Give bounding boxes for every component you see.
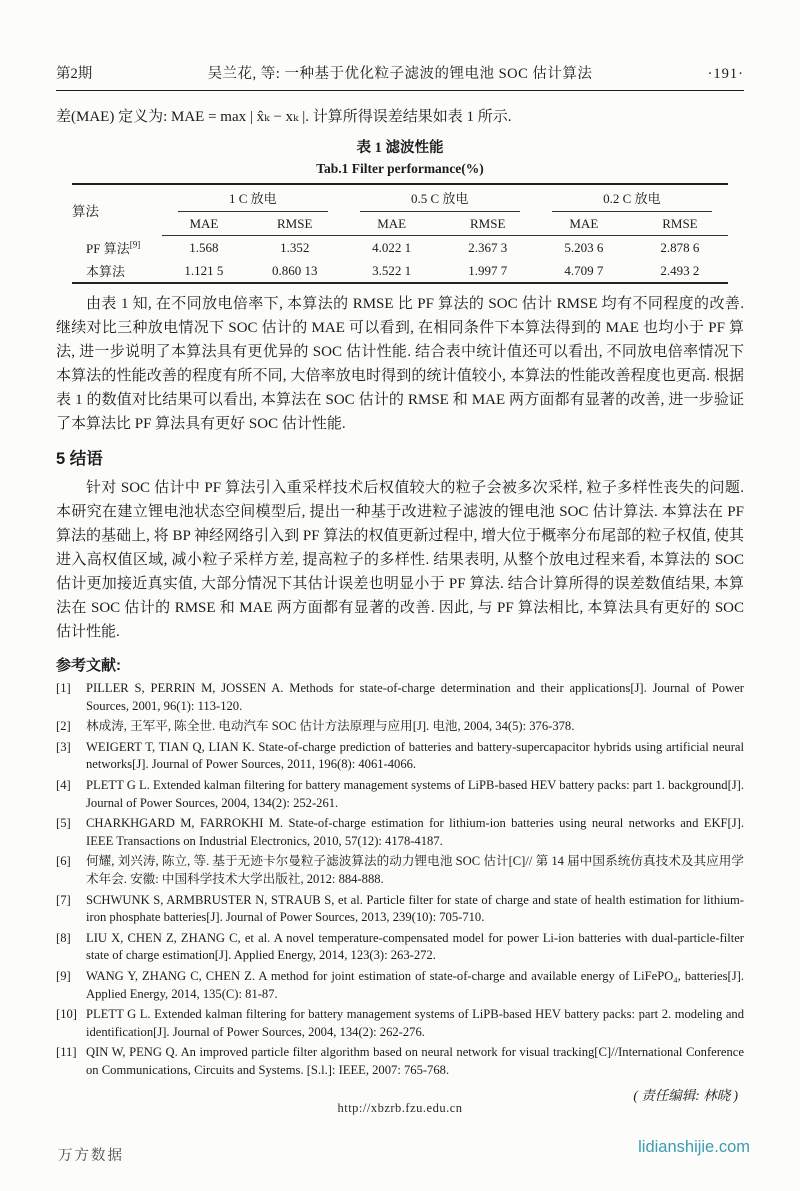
table-cell: 1.568: [189, 239, 219, 255]
table-cell: 2.367 3: [468, 239, 508, 255]
mae-definition-line: 差(MAE) 定义为: MAE = max | x̂ₖ − xₖ |. 计算所得误差结果如表 1 所示.: [56, 109, 512, 125]
reference-item: [9] WANG Y, ZHANG C, CHEN Z. A method for joint estimation of state-of-charge and available energy of LiFePO₄, batteries[J]. Applied Energy, 2014, 135(C): 81-87.: [56, 968, 744, 1001]
table-row-proposed: [72, 259, 728, 283]
references-heading: 参考文献:: [56, 657, 121, 674]
col-header: MAE: [536, 212, 632, 236]
col-header: RMSE: [440, 212, 536, 236]
algorithm-name: 本算法: [86, 264, 126, 279]
group-header-1c: 1 C 放电: [162, 184, 344, 212]
col-header: MAE: [162, 212, 246, 236]
reference-item: [3] WEIGERT T, TIAN Q, LIAN K. State-of-charge prediction of batteries and battery-supercapacitor hybrids using artificial neural networks[J]. Journal of Power Sources, 2011, 196(8): 4061-4066.: [56, 739, 744, 772]
col-header: MAE: [344, 212, 440, 236]
section-heading-conclusion: 5 结语: [56, 450, 103, 468]
running-title: 吴兰花, 等: 一种基于优化粒子滤波的锂电池 SOC 估计算法: [207, 66, 593, 82]
discussion-paragraph: 由表 1 知, 在不同放电倍率下, 本算法的 RMSE 比 PF 算法的 SOC 估计 RMSE 均有不同程度的改善. 继续对比三种放电情况下 SOC 估计的 MAE 可以看到, 在相同条件下本算法得到的 MAE 也均小于 PF 算法, 进一步说明了本算法具有更优异的 SOC 估计性能. 结合表中统计值还可以看出, 不同放电倍率情况下本算法的性能改善的程度有所不同, 大倍率放电时得到的统计值较小, 本算法的性能改善程度也更高. 根据表 1 的数值对比结果可以看出, 本算法在 SOC 估计的 RMSE 和 MAE 两方面都有显著的改善, 进一步验证了本算法比 PF 算法具有更好 SOC 估计性能.: [56, 296, 744, 432]
issue-number: 第2期: [56, 66, 93, 82]
table-cell: 4.022 1: [372, 239, 412, 255]
table-cell: 1.997 7: [468, 262, 508, 278]
reference-item: [4] PLETT G L. Extended kalman filtering for battery management systems of LiPB-based HEV battery packs: part 1. background[J]. Journal of Power Sources, 2004, 134(2): 252-261.: [56, 777, 744, 810]
journal-url: http://xbzrb.fzu.edu.cn: [337, 1101, 463, 1115]
table-row-pf: [72, 236, 728, 260]
table-cell: 3.522 1: [372, 262, 412, 278]
table-cell: 2.493 2: [660, 262, 700, 278]
wanfang-data-watermark: 万方数据: [58, 1148, 124, 1164]
conclusion-paragraph: 针对 SOC 估计中 PF 算法引入重采样技术后权值较大的粒子会被多次采样, 粒子多样性丧失的问题. 本研究在建立锂电池状态空间模型后, 提出一种基于改进粒子滤波的锂电池 SOC 估计算法. 本算法在 PF 算法的基础上, 将 BP 神经网络引入到 PF 算法的权值更新过程中, 增大位于概率分布尾部的粒子权值, 使其进入高权值区域, 减小粒子采样方差, 提高粒子的多样性. 结果表明, 从整个放电过程来看, 本算法的 SOC 估计更加接近真实值, 大部分情况下其估计误差也明显小于 PF 算法. 结合计算所得的误差数值结果, 本算法在 SOC 估计的 RMSE 和 MAE 两方面都有显著的改善. 因此, 与 PF 算法相比, 本算法具有更好的 SOC 估计性能.: [56, 480, 744, 640]
reference-item: [1] PILLER S, PERRIN M, JOSSEN A. Methods for state-of-charge determination and their applications[J]. Journal of Power Sources, 2001, 96(1): 113-120.: [56, 681, 744, 713]
group-header-05c: 0.5 C 放电: [344, 184, 536, 212]
table-cell: 1.121 5: [184, 262, 224, 278]
table-caption-zh: 表 1 滤波性能: [356, 140, 444, 156]
algorithm-name: PF 算法[9]: [86, 239, 141, 256]
reference-item: [7] SCHWUNK S, ARMBRUSTER N, STRAUB S, et al. Particle filter for state of charge and state of health estimation for lithium-iron phosphate batteries[J]. Journal of Power Sources, 2013, 239(10): 705-710.: [56, 892, 744, 925]
reference-item: [11] QIN W, PENG Q. An improved particle filter algorithm based on neural network for visual tracking[C]//International Conference on Communications, Circuits and Systems. [S.l.]: IEEE, 2007: 765-768.: [56, 1045, 744, 1077]
citation-superscript: [9]: [129, 239, 141, 250]
col-header: RMSE: [246, 212, 344, 236]
table-subheader-row: [72, 212, 728, 236]
table-cell: 1.352: [280, 239, 310, 255]
reference-item: [10] PLETT G L. Extended kalman filtering for battery management systems of LiPB-based HEV battery packs: part 2. modeling and identification[J]. Journal of Power Sources, 2004, 134(2): 262-276.: [56, 1007, 744, 1039]
table-cell: 2.878 6: [660, 239, 700, 255]
responsible-editor-note: ( 责任编辑: 林晓 ): [633, 1088, 738, 1104]
lidianshijie-watermark-link[interactable]: lidianshijie.com: [638, 1138, 750, 1156]
reference-item: [2] 林成涛, 王军平, 陈全世. 电动汽车 SOC 估计方法原理与应用[J]. 电池, 2004, 34(5): 376-378.: [56, 719, 575, 734]
page-number: ·191·: [707, 66, 744, 82]
table-cell: 4.709 7: [564, 262, 604, 278]
table-corner-header: 算法: [72, 204, 99, 220]
filter-performance-table: [72, 183, 728, 284]
table-group-header-row: [72, 184, 728, 212]
table-cell: 0.860 13: [271, 262, 318, 278]
running-head: [56, 0, 744, 91]
table-cell: 5.203 6: [564, 239, 604, 255]
reference-list: [56, 680, 744, 1079]
reference-item: [8] LIU X, CHEN Z, ZHANG C, et al. A novel temperature-compensated model for power Li-ion batteries with dual-particle-filter state of charge estimation[J]. Applied Energy, 2014, 123(3): 263-272.: [56, 930, 744, 963]
col-header: RMSE: [632, 212, 728, 236]
reference-item: [5] CHARKHGARD M, FARROKHI M. State-of-charge estimation for lithium-ion batteries using neural networks and EKF[J]. IEEE Transactions on Industrial Electronics, 2010, 57(12): 4178-4187.: [56, 816, 744, 848]
table-caption-en: Tab.1 Filter performance(%): [316, 161, 484, 176]
reference-item: [6] 何耀, 刘兴涛, 陈立, 等. 基于无迹卡尔曼粒子滤波算法的动力锂电池 SOC 估计[C]// 第 14 届中国系统仿真技术及其应用学术年会. 安徽: 中国科学技术大学出版社, 2012: 884-888.: [56, 854, 744, 886]
group-header-02c: 0.2 C 放电: [536, 184, 728, 212]
